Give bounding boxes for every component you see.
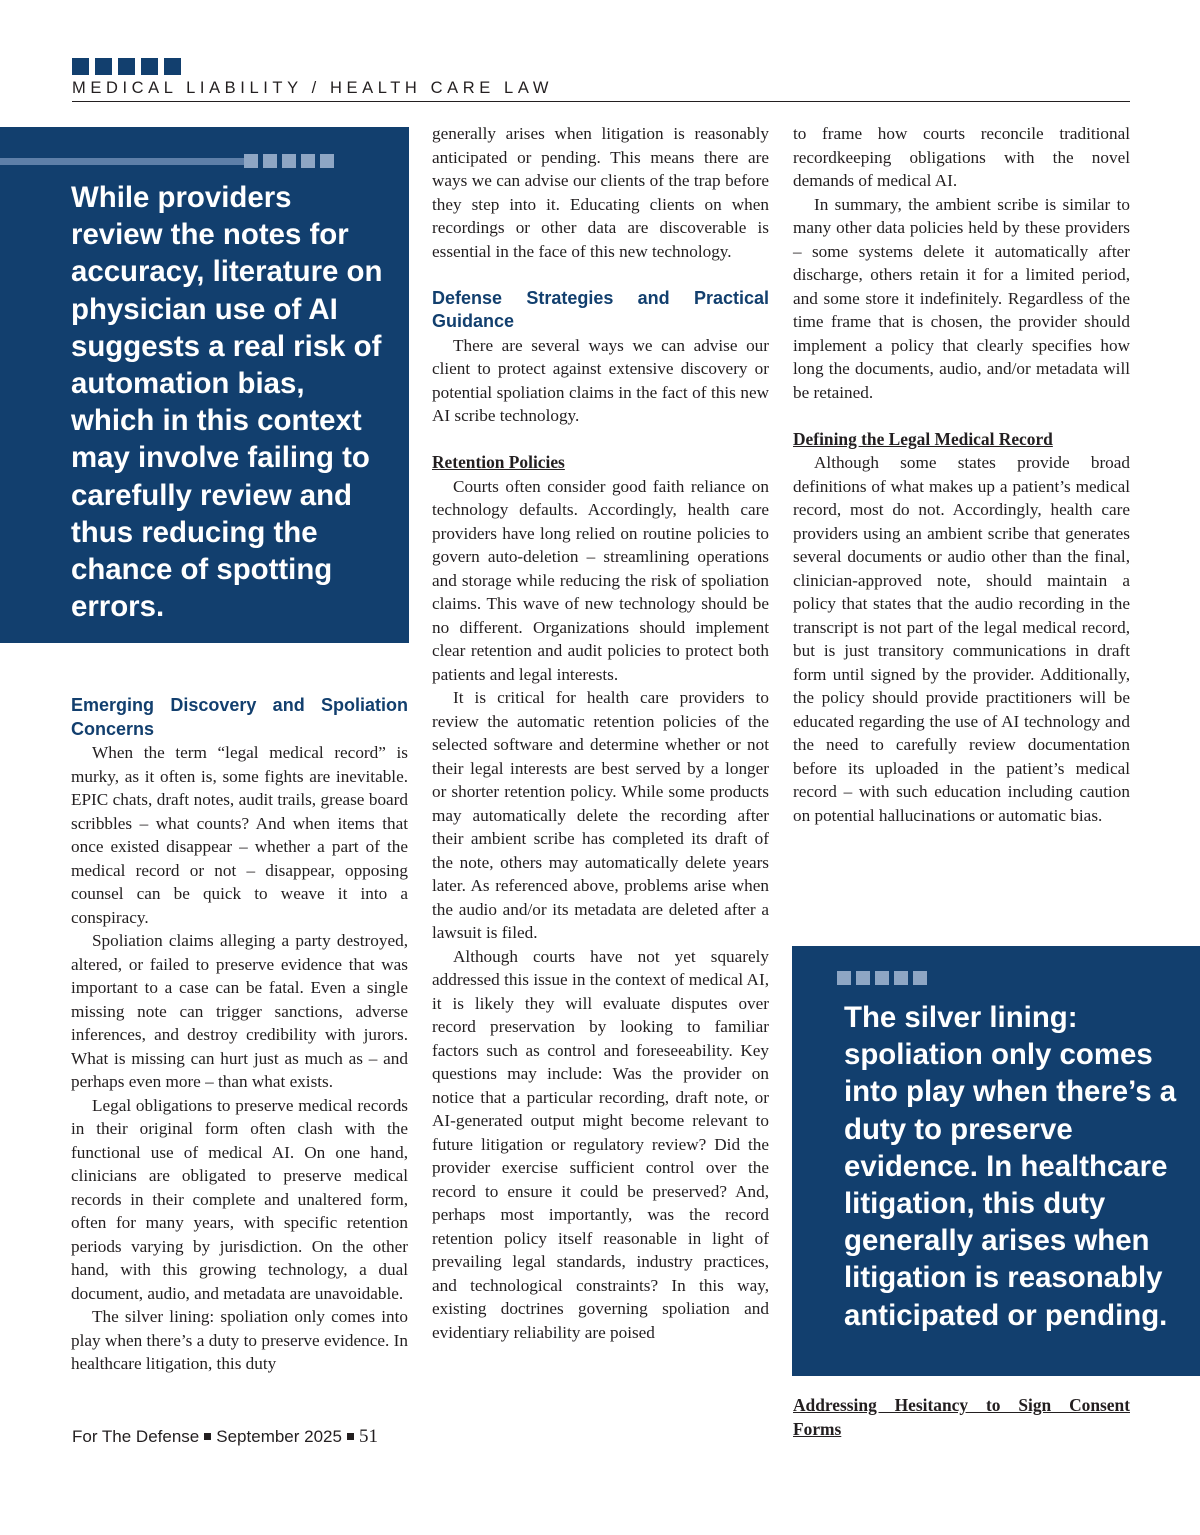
heading-line: Concerns (71, 718, 155, 739)
header-square-icon (118, 58, 135, 75)
subheading-legal-medical-record: Defining the Legal Medical Record (793, 428, 1053, 449)
heading-line: Emerging Discovery and Spoliation (71, 695, 408, 715)
paragraph: Courts often consider good faith reliance on technology defaults. Accordingly, health care providers have long relied on routine policies to govern auto-deletion – streamlining operations and storage while reducing the risk of spoliation claims. This wave of new technology should be no different. Organizations should implement clear retention and audit policies to protect both patients and legal interests. (432, 476, 769, 684)
header-rule (72, 101, 1130, 102)
article-column-2 (432, 122, 769, 1344)
pullquote-automation-bias (0, 127, 409, 643)
article-column-3 (793, 122, 1130, 827)
subheading-consent-forms (793, 1394, 1130, 1441)
bullet-square-icon (204, 1433, 211, 1440)
header-square-icon (95, 58, 112, 75)
pullquote-squares (244, 154, 334, 168)
paragraph: Legal obligations to preserve medical records in their original form often clash with the functional use of medical AI. On one hand, clinicians are obligated to preserve medical records in their complete and unaltered form, often for many years, with specific retention periods varying by jurisdiction. On the other hand, with this growing technology, a dual document, audio, and metadata are unavoidable. (71, 1095, 408, 1303)
heading-line: Guidance (432, 311, 515, 331)
section-label: MEDICAL LIABILITY / HEALTH CARE LAW (72, 79, 554, 97)
footer-publication: For The Defense (72, 1427, 200, 1446)
heading-defense-strategies (432, 287, 769, 334)
pullquote-silver-lining (792, 946, 1200, 1376)
pullquote-square-icon (282, 154, 296, 168)
header-squares (72, 58, 181, 75)
pullquote-square-icon (837, 971, 851, 985)
subheading-line: Forms (793, 1418, 842, 1439)
pullquote-square-icon (301, 154, 315, 168)
pullquote-square-icon (913, 971, 927, 985)
header-square-icon (164, 58, 181, 75)
pullquote-square-icon (894, 971, 908, 985)
footer-issue: September 2025 (216, 1427, 342, 1446)
pullquote-square-icon (875, 971, 889, 985)
paragraph: Although some states provide broad definitions of what makes up a patient’s medical record, most do not. Accordingly, health care providers using an ambient scribe that generates several documents or audio other than the final, clinician-approved note, should maintain a policy that states that the audio recording in the transcript is not part of the legal medical record, but is just transitory communications in draft form until signed by the provider. Additionally, the policy should provide practitioners will be educated regarding the use of AI technology and the need to carefully review documentation before its uploaded in the patient’s medical record – with such education including caution on potential hallucinations or automatic bias. (793, 453, 1130, 825)
heading-line: Defense Strategies and Practical (432, 287, 769, 308)
page-number: 51 (358, 1426, 378, 1447)
pullquote-text: The silver lining: spoliation only comes into play when there’s a duty to preserve evidence. In healthcare litigation, this duty generally arises when litigation is reasonably anticipated or pending. (844, 1001, 1177, 1332)
article-column-1 (71, 694, 408, 1376)
paragraph: There are several ways we can advise our client to protect against extensive discovery or potential spoliation claims in the fact of this new AI scribe technology. (432, 335, 769, 425)
paragraph: generally arises when litigation is reasonably anticipated or pending. This means there are ways we can advise our clients of the trap before they step into it. Educating clients on when recordings or other data are discoverable is essential in the face of this new technology. (432, 124, 769, 261)
header-square-icon (72, 58, 89, 75)
pullquote-squares (837, 971, 927, 985)
addressing-heading-block (793, 1394, 1130, 1441)
pullquote-text: While providers review the notes for accuracy, literature on physician use of AI suggests a real risk of automation bias, which in this context may involve failing to carefully review and thus reducing the chance of spotting errors. (71, 181, 383, 624)
pullquote-square-icon (263, 154, 277, 168)
paragraph: Although courts have not yet squarely addressed this issue in the context of medical AI, it is likely they will evaluate disputes over record preservation by looking to familiar factors such as control and foreseeability. Key questions may include: Was the provider on notice that a particular recording, draft note, or AI-generated output might become relevant to future litigation or regulatory review? Did the provider exercise sufficient control over the record to ensure it could be preserved? And, perhaps most importantly, was the record retention policy itself reasonable in light of prevailing legal standards, industry practices, and technological constraints? In this way, existing doctrines governing spoliation and evidentiary reliability are poised (432, 946, 769, 1342)
paragraph: When the term “legal medical record” is murky, as it often is, some fights are inevitable. EPIC chats, draft notes, audit trails, grease board scribbles – what counts? And when items that once existed disappear – whether a part of the medical record or not – disappear, opposing counsel can be quick to weave it into a conspiracy. (71, 743, 408, 927)
paragraph: Spoliation claims alleging a party destroyed, altered, or failed to preserve evidence that was important to a case can be fatal. Even a single missing note can trigger sanctions, adverse inferences, and destroy credibility with jurors. What is missing can hurt just as much as – and perhaps even more – than what exists. (71, 931, 408, 1091)
subheading-line: Addressing Hesitancy to Sign Consent (793, 1395, 1130, 1415)
paragraph: It is critical for health care providers to review the automatic retention policies of the selected software and determine whether or not their legal interests are best served by a longer or shorter retention policy. While some products may automatically delete the recording after their ambient scribe has completed its draft of the note, others may automatically delete years later. As referenced above, problems arise when the audio and/or its metadata are deleted after a lawsuit is filed. (432, 688, 769, 942)
header-square-icon (141, 58, 158, 75)
paragraph: In summary, the ambient scribe is similar to many other data policies held by these providers – some systems delete it automatically after discharge, others retain it for a limited period, and some store it indefinitely. Regardless of the time frame that is chosen, the provider should implement a policy that clearly specifies how long the documents, audio, and/or metadata will be retained. (793, 194, 1130, 402)
pullquote-square-icon (856, 971, 870, 985)
pullquote-square-icon (320, 154, 334, 168)
bullet-square-icon (347, 1433, 354, 1440)
paragraph: to frame how courts reconcile traditional recordkeeping obligations with the novel demands of medical AI. (793, 124, 1130, 190)
subheading-retention-policies: Retention Policies (432, 452, 565, 472)
pullquote-square-icon (244, 154, 258, 168)
page-footer (72, 1426, 378, 1448)
heading-emerging-discovery (71, 694, 408, 741)
paragraph: The silver lining: spoliation only comes into play when there’s a duty to preserve evidence. In healthcare litigation, this duty (71, 1307, 408, 1373)
pullquote-bar (0, 158, 244, 165)
